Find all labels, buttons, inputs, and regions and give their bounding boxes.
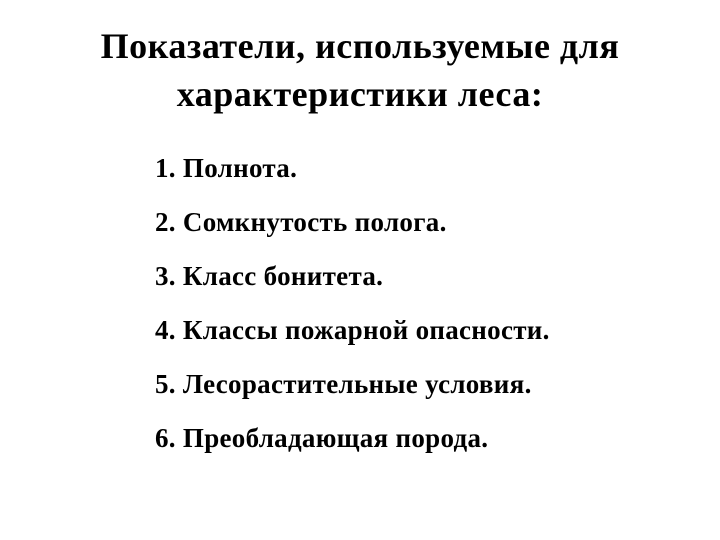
slide-title xyxy=(0,0,720,118)
list-item-somknutost-pologa: 2. Сомкнутость полога. xyxy=(155,207,447,238)
indicator-list xyxy=(155,153,550,477)
list-item-polnota: 1. Полнота. xyxy=(155,153,298,183)
list-item-klassy-pozharnoy-opasnosti: 4. Классы пожарной опасности. xyxy=(155,315,550,346)
slide-title-line-1: Показатели, используемые для xyxy=(100,26,620,66)
list-item-klass-boniteta: 3. Класс бонитета. xyxy=(155,261,384,292)
list-item-lesorastitelnye-usloviya: 5. Лесорастительные условия. xyxy=(155,369,532,400)
slide-title-line-2: характеристики леса: xyxy=(176,74,544,115)
list-item-preobladayushchaya-poroda: 6. Преобладающая порода. xyxy=(155,423,489,454)
